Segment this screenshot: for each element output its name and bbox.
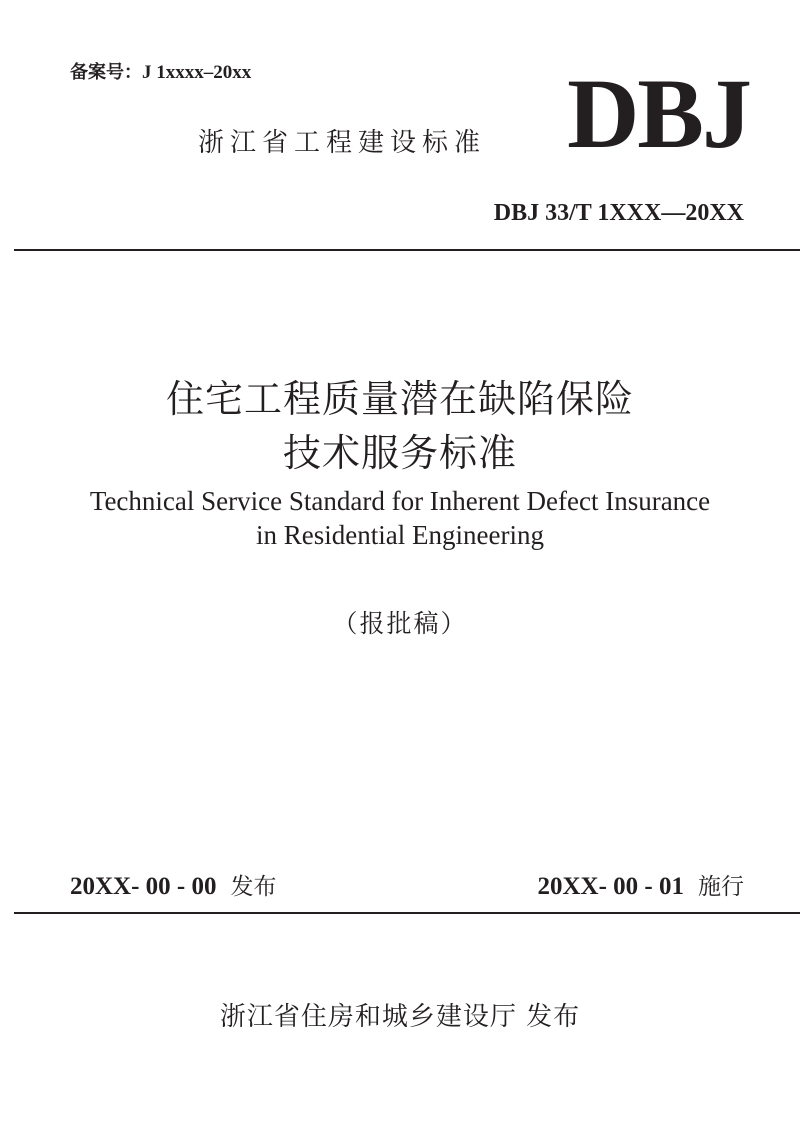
publish-date-value: 20XX- 00 - 00: [70, 873, 217, 900]
title-english-line-2: in Residential Engineering: [256, 520, 544, 550]
title-chinese-line-1: 住宅工程质量潜在缺陷保险: [165, 379, 634, 421]
issuing-authority: 浙江省住房和城乡建设厅 发布: [219, 1002, 581, 1032]
top-divider: [14, 249, 800, 251]
filing-label: 备案号：: [70, 62, 142, 83]
bottom-divider: [14, 912, 800, 914]
filing-value: J 1xxxx–20xx: [142, 62, 252, 83]
effective-date: [537, 868, 744, 901]
effective-date-value: 20XX- 00 - 01: [537, 873, 684, 900]
title-english-line-1: Technical Service Standard for Inherent Defect Insurance: [89, 486, 711, 516]
draft-status: （报批稿）: [332, 609, 468, 638]
dbj-logo: DBJ: [567, 58, 750, 169]
publish-date: [70, 868, 277, 901]
title-chinese-line-2: 技术服务标准: [282, 433, 517, 475]
province-standard-label: 浙江省工程建设标准: [198, 128, 487, 158]
effective-label: 施行: [698, 874, 744, 900]
publish-label: 发布: [230, 874, 277, 900]
filing-number: [70, 58, 251, 84]
standard-number: DBJ 33/T 1XXX—20XX: [493, 200, 744, 226]
